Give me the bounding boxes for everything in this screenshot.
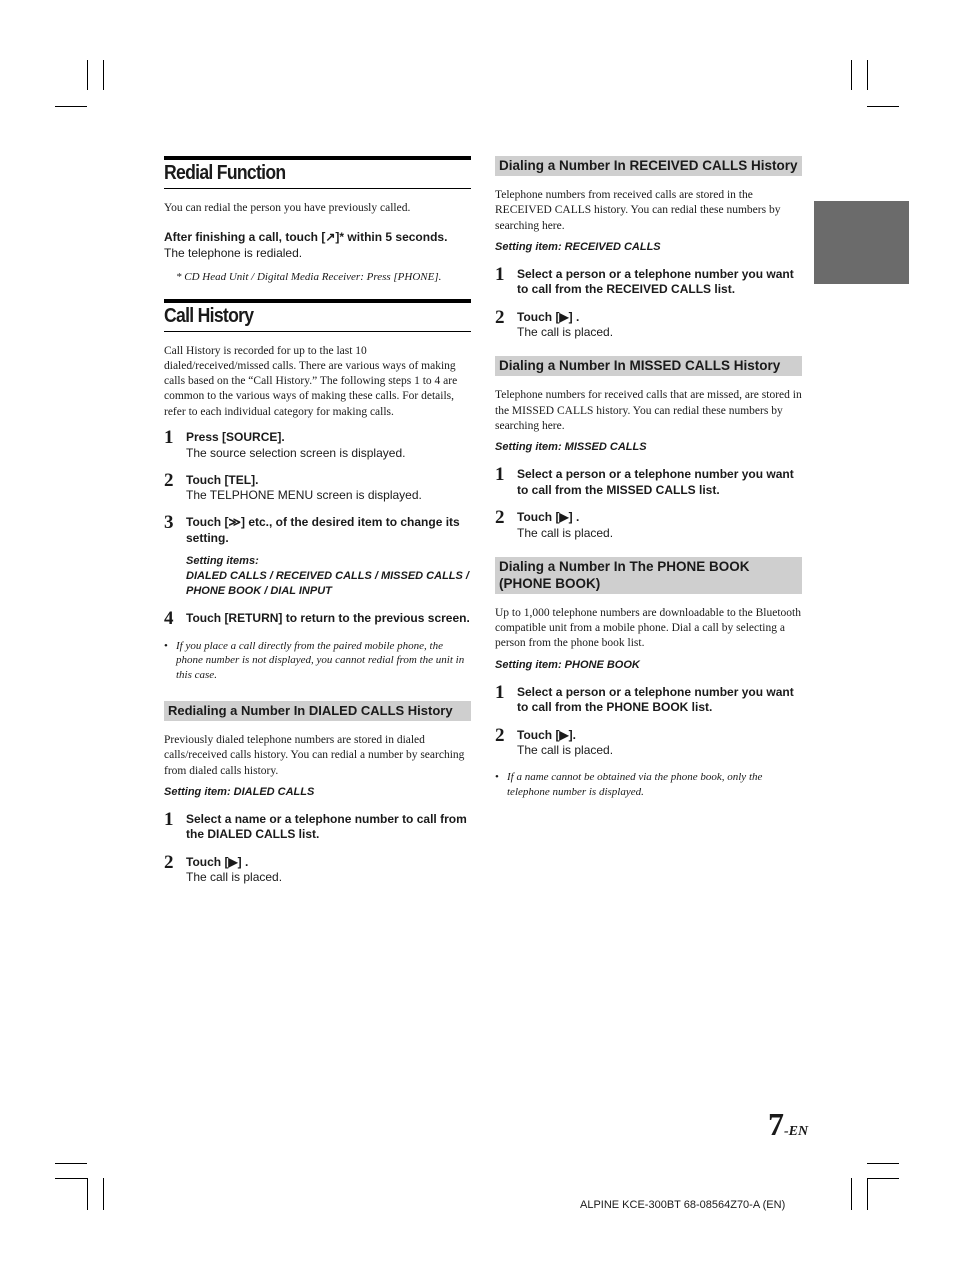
crop-mark [103,1178,104,1210]
phonebook-intro: Up to 1,000 telephone numbers are downloadable to the Bluetooth compatible unit from a mobile phone. Dial a call by selecting a person from the phone book list. [495,606,801,650]
crop-mark [55,1178,87,1179]
received-step-1: 1 Select a person or a telephone number you want to call from the RECEIVED CALLS list. [495,263,794,297]
dialed-intro: Previously dialed telephone numbers are stored in dialed calls/received calls history. You can redial a number by searching from dialed calls history. [164,733,465,777]
section-tab [814,201,909,284]
missed-setting: Setting item: MISSED CALLS [495,441,647,454]
received-heading: Dialing a Number In RECEIVED CALLS History [495,156,802,176]
step-3: 3 Touch [≫] etc., of the desired item to change its setting. Setting items: DIALED CALLS / RECEIVED CALLS / MISSED CALLS / PHONE BOOK / DIAL INPUT [164,512,469,598]
page-number: 7-EN [768,1106,809,1142]
redial-intro: You can redial the person you have previously called. [164,202,411,214]
dialed-step-1: 1 Select a name or a telephone number to call from the DIALED CALLS list. [164,808,467,842]
missed-heading: Dialing a Number In MISSED CALLS History [495,356,802,376]
redial-heading: Redial Function [164,156,471,189]
dialed-heading: Redialing a Number In DIALED CALLS History [164,701,471,721]
dialed-setting: Setting item: DIALED CALLS [164,785,315,798]
crop-mark [55,106,87,107]
redial-footnote: * CD Head Unit / Digital Media Receiver: Press [PHONE]. [176,270,442,283]
crop-mark [851,60,852,90]
phonebook-heading: Dialing a Number In The PHONE BOOK (PHONE BOOK) [495,557,802,594]
left-column [164,156,471,897]
phonebook-note: • If a name cannot be obtained via the phone book, only the telephone number is displayed. [495,771,763,798]
crop-mark [87,60,88,90]
missed-intro: Telephone numbers for received calls that are missed, are stored in the MISSED CALLS history. You can redial these numbers by searching here. [495,389,802,432]
history-heading: Call History [164,299,471,332]
received-intro: Telephone numbers from received calls are stored in the RECEIVED CALLS history. You can redial these numbers by searching here. [495,189,781,232]
redial-instruction: After finishing a call, touch [↗]* within 5 seconds. [164,230,448,245]
step-2: 2 Touch [TEL]. The TELPHONE MENU screen is displayed. [164,469,422,503]
crop-mark [867,1178,899,1179]
crop-mark [867,106,899,107]
crop-mark [867,1178,868,1210]
history-note: • If you place a call directly from the paired mobile phone, the phone number is not displayed, you cannot redial from the unit in this case. [164,639,465,682]
step-1: 1 Press [SOURCE]. The source selection screen is displayed. [164,427,406,460]
missed-step-1: 1 Select a person or a telephone number you want to call from the MISSED CALLS list. [495,464,794,497]
redial-result: The telephone is redialed. [164,245,303,260]
right-column [495,156,802,812]
crop-mark [103,60,104,90]
crop-mark [867,60,868,90]
crop-mark [867,1163,899,1164]
crop-mark [87,1178,88,1210]
step-4: 4 Touch [RETURN] to return to the previous screen. [164,608,470,630]
history-intro: Call History is recorded for up to the last 10 dialed/received/missed calls. There are various ways of making calls based on the “Call History.” The following steps 1 to 4 are common to the various ways of making these calls. For details, refer to each individual category for making calls. [164,344,458,418]
received-step-2: 2 Touch [▶] . The call is placed. [495,306,614,340]
phonebook-setting: Setting item: PHONE BOOK [495,658,640,671]
crop-mark [851,1178,852,1210]
crop-mark [55,1163,87,1164]
phonebook-step-1: 1 Select a person or a telephone number you want to call from the PHONE BOOK list. [495,681,794,715]
footer-model: ALPINE KCE-300BT 68-08564Z70-A (EN) [580,1199,786,1211]
dialed-step-2: 2 Touch [▶] . The call is placed. [164,851,283,885]
missed-step-2: 2 Touch [▶] . The call is placed. [495,507,614,540]
phonebook-step-2: 2 Touch [▶]. The call is placed. [495,724,614,758]
received-setting: Setting item: RECEIVED CALLS [495,240,661,253]
